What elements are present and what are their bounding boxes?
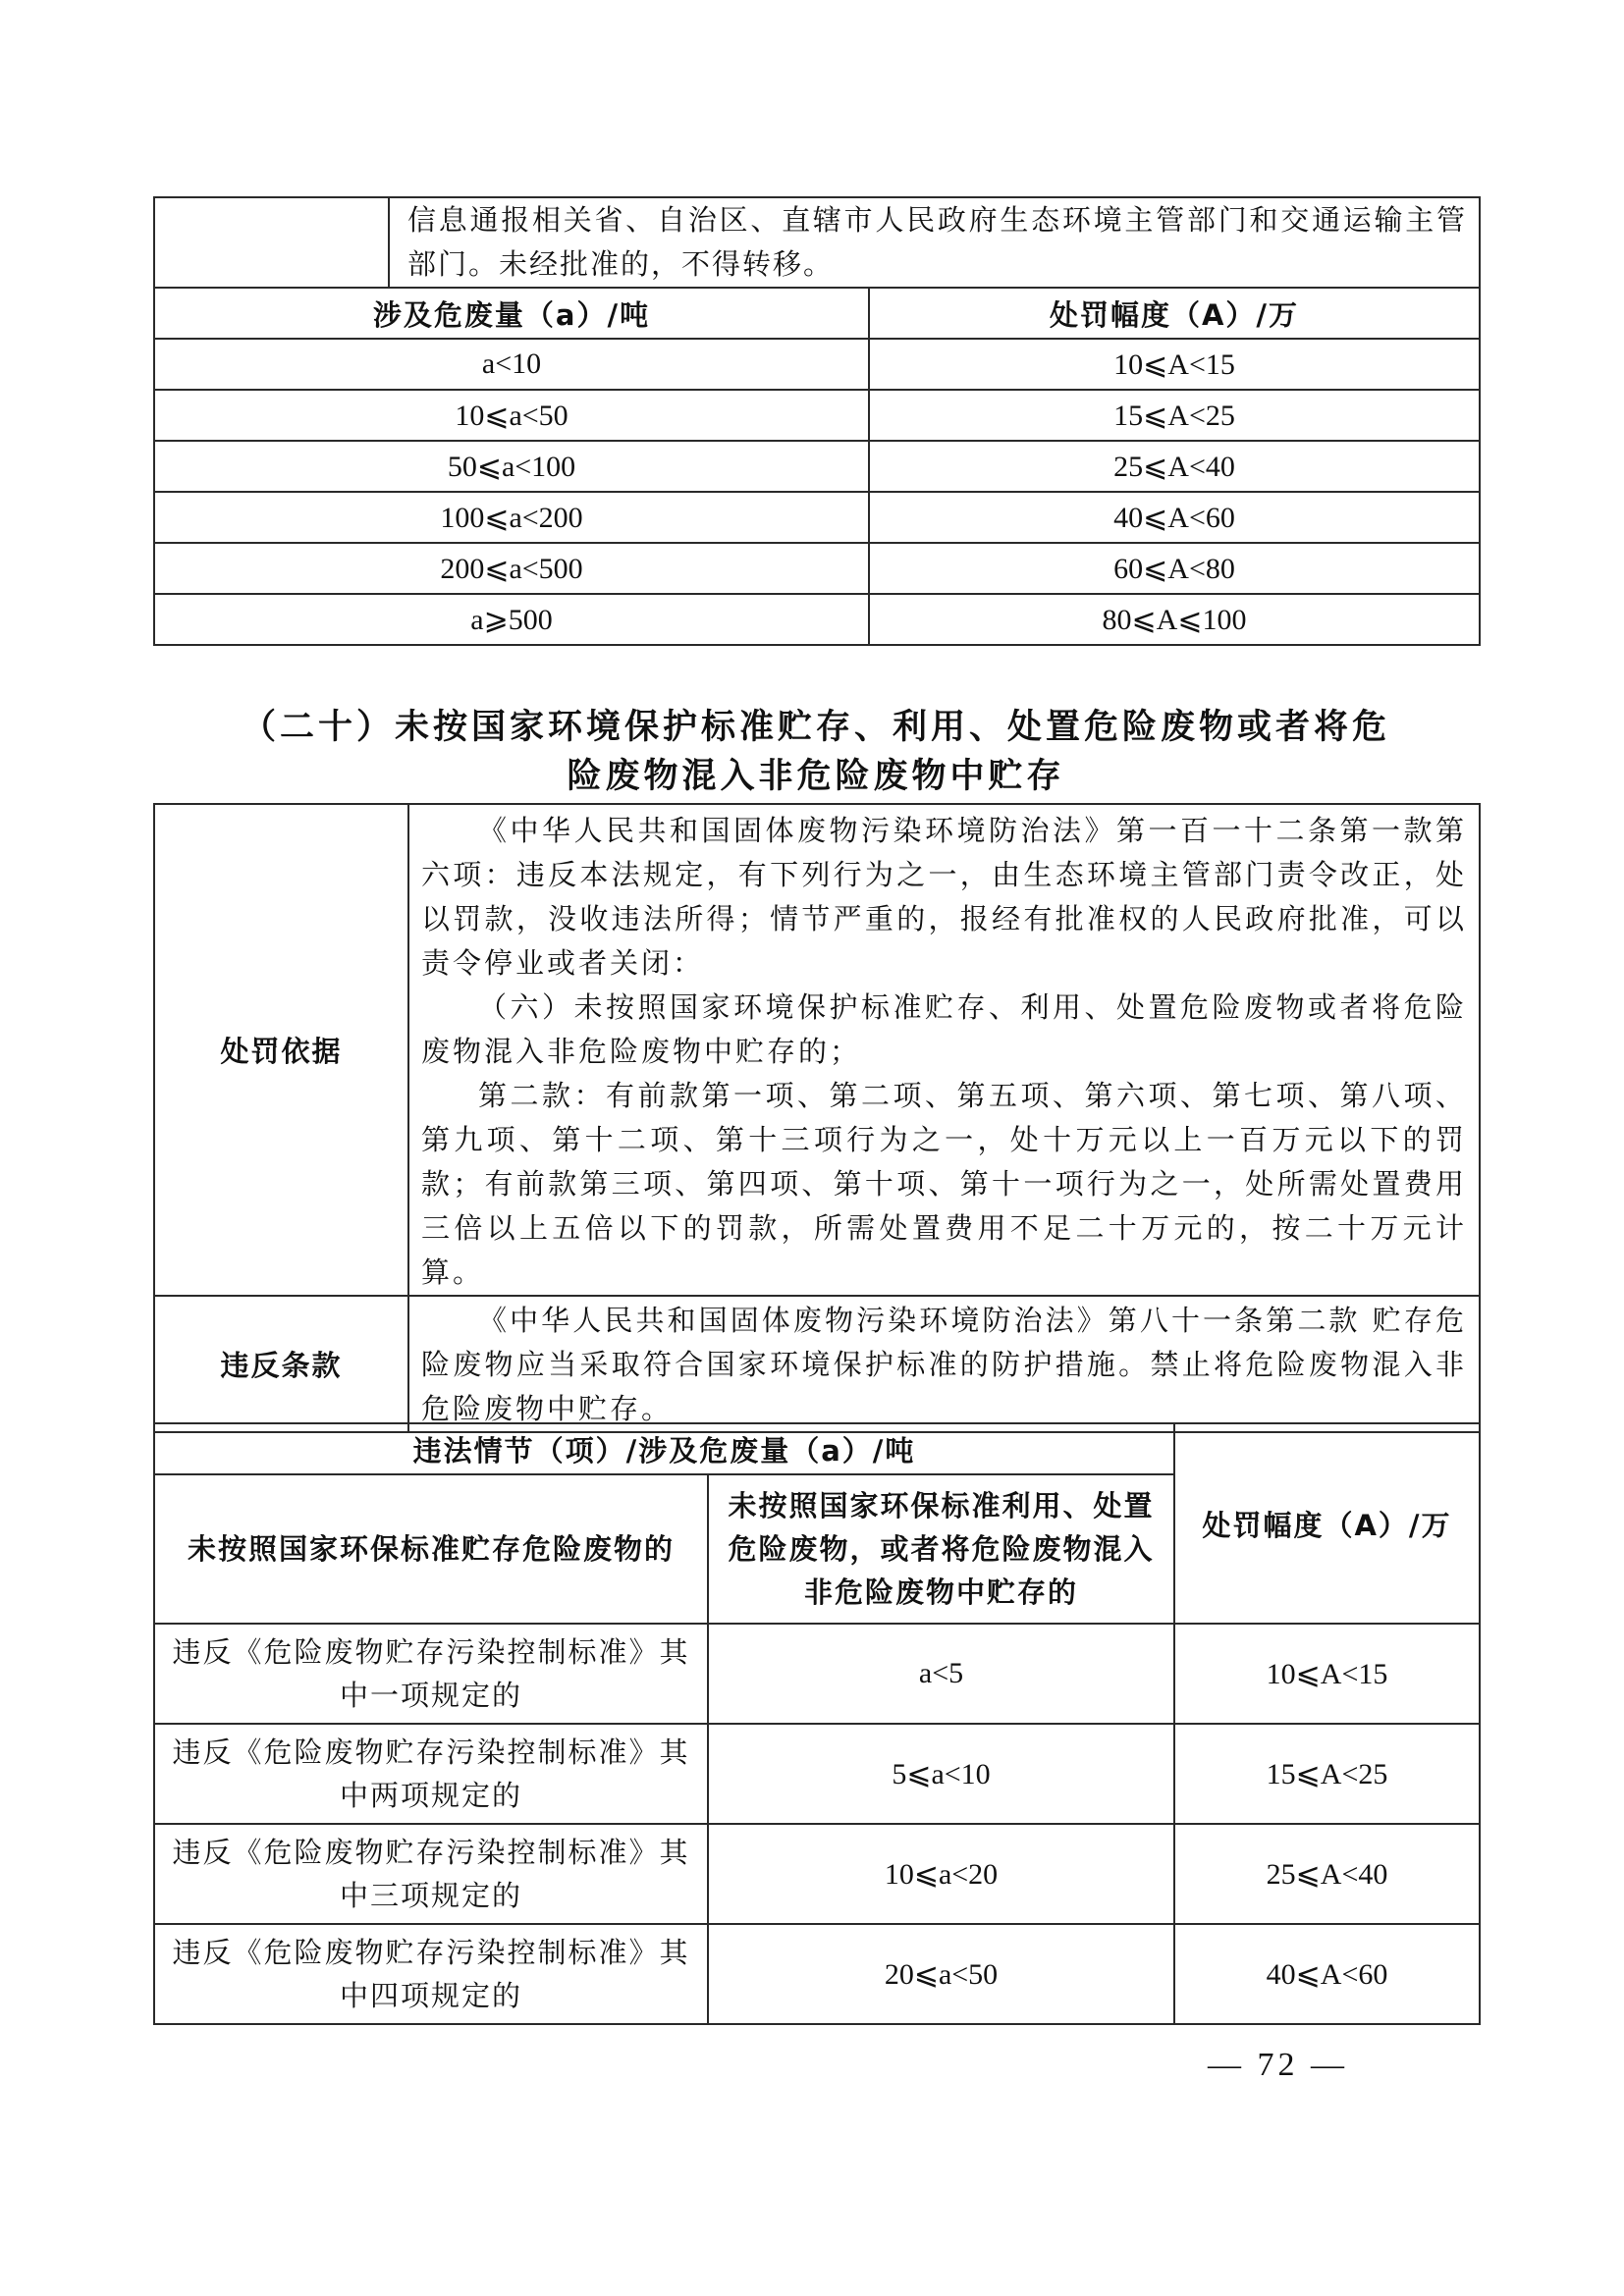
legal-basis-table [153,803,1481,1433]
amount-cell: a<10 [154,339,869,390]
storage-violation-cell: 违反《危险废物贮存污染控制标准》其中两项规定的 [154,1724,708,1824]
amount-header: 涉及危废量（a）/吨 [154,288,869,339]
penalty-cell: 15⩽A<25 [1174,1724,1480,1824]
section-title [153,703,1479,801]
storage-violation-cell: 违反《危险废物贮存污染控制标准》其中四项规定的 [154,1924,708,2024]
penalty-basis-paragraph: 第二款：有前款第一项、第二项、第五项、第六项、第七项、第八项、第九项、第十二项、第十三项行为之一，处十万元以上一百万元以下的罚款；有前款第三项、第四项、第十项、第十一项行为之一，处所需处置费用三倍以上五倍以下的罚款，所需处置费用不足二十万元的，按二十万元计算。 [421,1079,1467,1289]
amount-cell: 5⩽a<10 [708,1724,1174,1824]
penalty-cell: 40⩽A<60 [869,492,1480,543]
use-disposal-column-header: 未按照国家环保标准利用、处置危险废物，或者将危险废物混入非危险废物中贮存的 [708,1474,1174,1624]
violated-clause-text [408,1296,1480,1432]
storage-violation-cell: 违反《危险废物贮存污染控制标准》其中三项规定的 [154,1824,708,1924]
penalty-range-header: 处罚幅度（A）/万 [1174,1423,1480,1624]
table-row [154,1724,1480,1824]
amount-cell: a⩾500 [154,594,869,645]
table-row [154,1624,1480,1724]
table-row [154,390,1480,441]
amount-cell: 10⩽a<20 [708,1824,1174,1924]
amount-cell: 20⩽a<50 [708,1924,1174,2024]
penalty-basis-text [408,804,1480,1296]
penalty-cell: 40⩽A<60 [1174,1924,1480,2024]
amount-cell: 100⩽a<200 [154,492,869,543]
table-row [154,492,1480,543]
table-row [154,543,1480,594]
penalty-cell: 15⩽A<25 [869,390,1480,441]
violated-clause-label: 违反条款 [154,1296,408,1432]
violation-group-header: 违法情节（项）/涉及危废量（a）/吨 [154,1423,1174,1474]
table-row [154,1924,1480,2024]
continuation-text: 信息通报相关省、自治区、直辖市人民政府生态环境主管部门和交通运输主管部门。未经批准的，不得转移。 [389,197,1480,288]
empty-label-cell [154,197,389,288]
penalty-basis-label: 处罚依据 [154,804,408,1296]
table-row [154,441,1480,492]
section-title-line-2: 险废物混入非危险废物中贮存 [567,757,1065,796]
table-row [154,339,1480,390]
penalty-cell: 25⩽A<40 [1174,1824,1480,1924]
amount-cell: 50⩽a<100 [154,441,869,492]
table-row [154,594,1480,645]
penalty-cell: 10⩽A<15 [869,339,1480,390]
hazardous-waste-transfer-penalty-table [153,196,1481,646]
amount-cell: 10⩽a<50 [154,390,869,441]
violated-clause-paragraph: 《中华人民共和国固体废物污染环境防治法》第八十一条第二款 贮存危险废物应当采取符合国家环境保护标准的防护措施。禁止将危险废物混入非危险废物中贮存。 [421,1304,1467,1425]
storage-column-header: 未按照国家环保标准贮存危险废物的 [154,1474,708,1624]
penalty-cell: 80⩽A⩽100 [869,594,1480,645]
penalty-basis-paragraph: 《中华人民共和国固体废物污染环境防治法》第一百一十二条第一款第六项：违反本法规定，有下列行为之一，由生态环境主管部门责令改正，处以罚款，没收违法所得；情节严重的，报经有批准权的人民政府批准，可以责令停业或者关闭： [421,814,1467,980]
penalty-cell: 10⩽A<15 [1174,1624,1480,1724]
penalty-basis-paragraph: （六）未按照国家环境保护标准贮存、利用、处置危险废物或者将危险废物混入非危险废物中贮存的； [421,990,1467,1068]
section-title-line-1: （二十）未按国家环境保护标准贮存、利用、处置危险废物或者将危 [241,708,1390,747]
page-number: — 72 — [1208,2047,1348,2083]
penalty-range-table [153,1422,1481,2025]
penalty-cell: 60⩽A<80 [869,543,1480,594]
storage-violation-cell: 违反《危险废物贮存污染控制标准》其中一项规定的 [154,1624,708,1724]
penalty-header: 处罚幅度（A）/万 [869,288,1480,339]
amount-cell: 200⩽a<500 [154,543,869,594]
table-row [154,1824,1480,1924]
penalty-cell: 25⩽A<40 [869,441,1480,492]
amount-cell: a<5 [708,1624,1174,1724]
